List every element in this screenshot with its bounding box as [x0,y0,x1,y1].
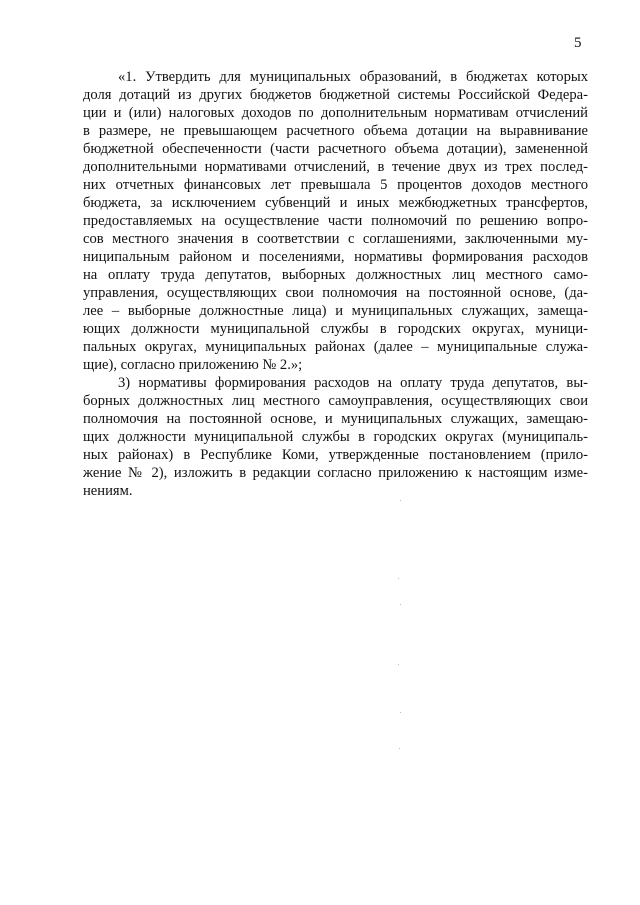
text-line: ниципальным районом и поселениями, нормативы формирования расходов [83,249,588,265]
scan-speck [400,604,401,605]
scan-speck [400,712,401,713]
text-line: на оплату труда депутатов, выборных должностных лиц местного само- [83,267,588,283]
page-number: 5 [574,35,582,51]
scan-speck [399,748,400,749]
text-line: «1. Утвердить для муниципальных образований, в бюджетах которых [118,69,588,85]
scan-speck [398,664,399,665]
text-line: жение № 2), изложить в редакции согласно приложению к настоящим изме- [83,465,588,481]
text-line: ции и (или) налоговых доходов по дополнительным нормативам отчислений [83,105,588,121]
text-line: сов местного значения в соответствии с соглашениями, заключенными му- [83,231,588,247]
text-line: предоставляемых на осуществление части полномочий по решению вопро- [83,213,588,229]
scan-speck [400,500,401,501]
text-line: полномочия на постоянной основе, и муниципальных служащих, замещаю- [83,411,588,427]
text-line: бюджетной обеспеченности (части расчетного объема дотации), замененной [83,141,588,157]
text-line: них отчетных финансовых лет превышала 5 процентов доходов местного [83,177,588,193]
text-line: борных должностных лиц местного самоуправления, осуществляющих свои [83,393,588,409]
text-line: нениям. [83,483,133,499]
text-line: ных районах) в Республике Коми, утвержденные постановлением (прило- [83,447,588,463]
text-line: щие), согласно приложению № 2.»; [83,357,303,373]
scan-speck [398,578,399,579]
text-line: ющих должности муниципальной службы в городских округах, муници- [83,321,588,337]
text-line: пальных округах, муниципальных районах (далее – муниципальные служа- [83,339,588,355]
text-line: щих должности муниципальной службы в городских округах (муниципаль- [83,429,588,445]
text-line: бюджета, за исключением субвенций и иных межбюджетных трансфертов, [83,195,588,211]
text-line: 3) нормативы формирования расходов на оплату труда депутатов, вы- [118,375,588,391]
text-line: в размере, не превышающем расчетного объема дотации на выравнивание [83,123,588,139]
text-line: доля дотаций из других бюджетов бюджетной системы Российской Федера- [83,87,588,103]
text-line: дополнительными нормативами отчислений, в течение двух из трех послед- [83,159,588,175]
text-line: управления, осуществляющих свои полномочия на постоянной основе, (да- [83,285,588,301]
text-line: лее – выборные должностные лица) и муниципальных служащих, замеща- [83,303,588,319]
